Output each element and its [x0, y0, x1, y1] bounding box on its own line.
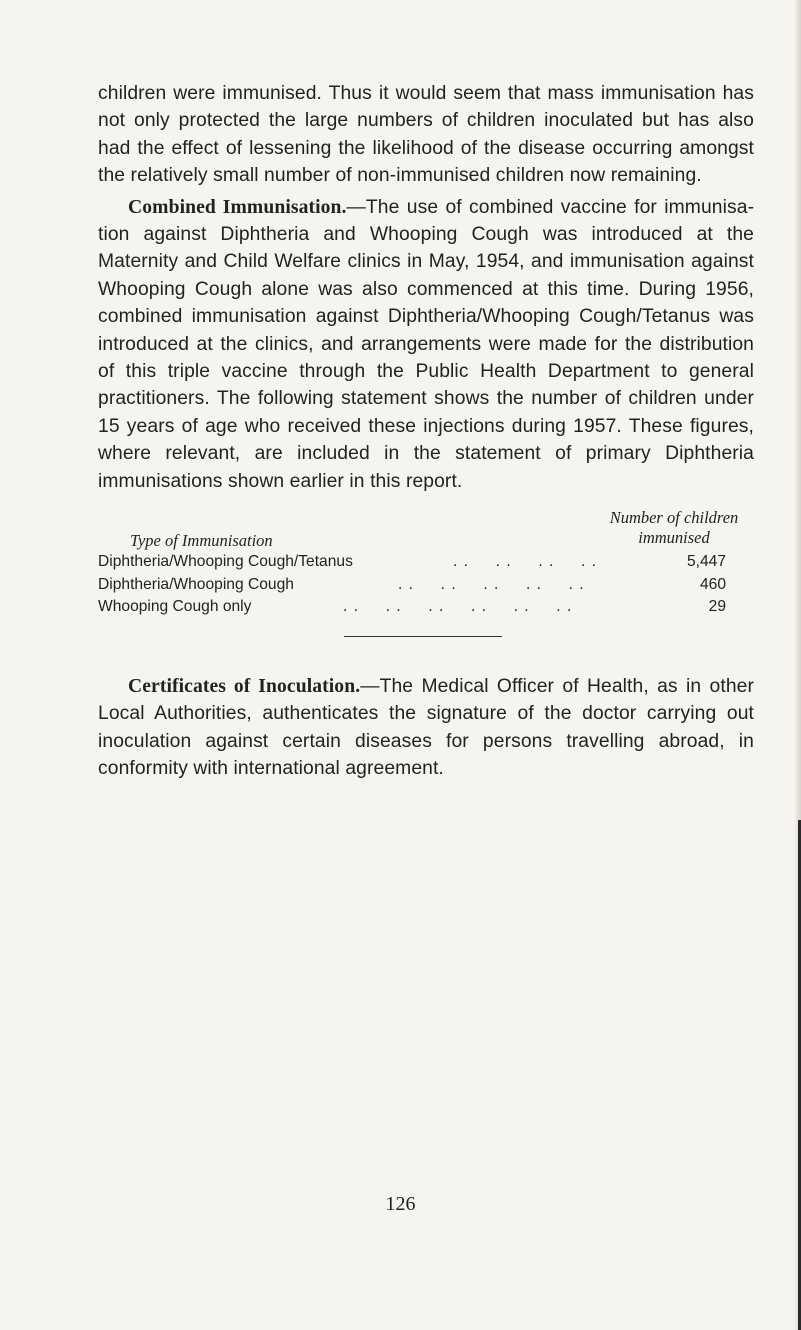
table-row	[98, 551, 754, 574]
row-count: 460	[699, 575, 726, 593]
row-type: Diphtheria/Whooping Cough/Tetanus	[98, 553, 353, 571]
column-header-type: Type of Immunisation	[130, 531, 273, 551]
heading-combined-immunisation: Combined Immunisation.	[128, 196, 347, 218]
certificates-text: —The Medical Officer of Health, as in other Local Authorities, authenticates the signature of the doctor carrying out inoculation against certain diseases for persons travelling abroad, in conformity with international agreement.	[98, 676, 754, 780]
row-count: 5,447	[686, 553, 726, 571]
paragraph-combined-immunisation	[98, 194, 754, 495]
paragraph-certificates	[98, 673, 754, 783]
table-row	[98, 596, 754, 619]
page-body	[98, 80, 754, 619]
row-leader-dots: . . . . . . . . . . . .	[343, 598, 573, 616]
section-divider	[344, 636, 502, 637]
heading-certificates: Certificates of Inoculation.	[128, 676, 361, 697]
column-header-count	[594, 508, 754, 548]
row-type: Diphtheria/Whooping Cough	[98, 575, 294, 593]
row-leader-dots: . . . . . . . .	[453, 553, 597, 571]
column-header-count-line1: Number of children	[609, 508, 739, 528]
table-row	[98, 574, 754, 597]
combined-immunisation-text: —The use of combined vaccine for immunisation against Diphtheria and Whooping Cough was introduced at the Maternity and Child Welfare clinics in May, 1954, and immunisation against Whooping Cough alone was also commenced at this time. During 1956, combined immunisation against Diphtheria/Whooping Cough/Tetanus was introduced at the clinics, and arrangements were made for the distribution of this triple vaccine through the Public Health Department to general practitioners. The following statement shows the number of children under 15 years of age who received these injections during 1957. These figures, where relevant, are included in the statement of primary Diphtheria immunisations shown earlier in this report.	[98, 196, 754, 492]
paragraph-immunisation-effect: children were immunised. Thus it would seem that mass immunisation has not only protected the large numbers of children inoculated but has also had the effect of lessening the likelihood of the disease occurring amongst the relatively small number of non-immunised children now remaining.	[98, 83, 754, 187]
row-count: 29	[708, 598, 726, 616]
row-type: Whooping Cough only	[98, 598, 252, 616]
row-leader-dots: . . . . . . . . . .	[398, 575, 585, 593]
page-number: 126	[385, 1193, 416, 1215]
column-header-count-line2: immunised	[638, 528, 710, 548]
certificates-section	[98, 673, 754, 783]
table-header	[98, 505, 754, 551]
immunisation-table	[98, 505, 754, 619]
